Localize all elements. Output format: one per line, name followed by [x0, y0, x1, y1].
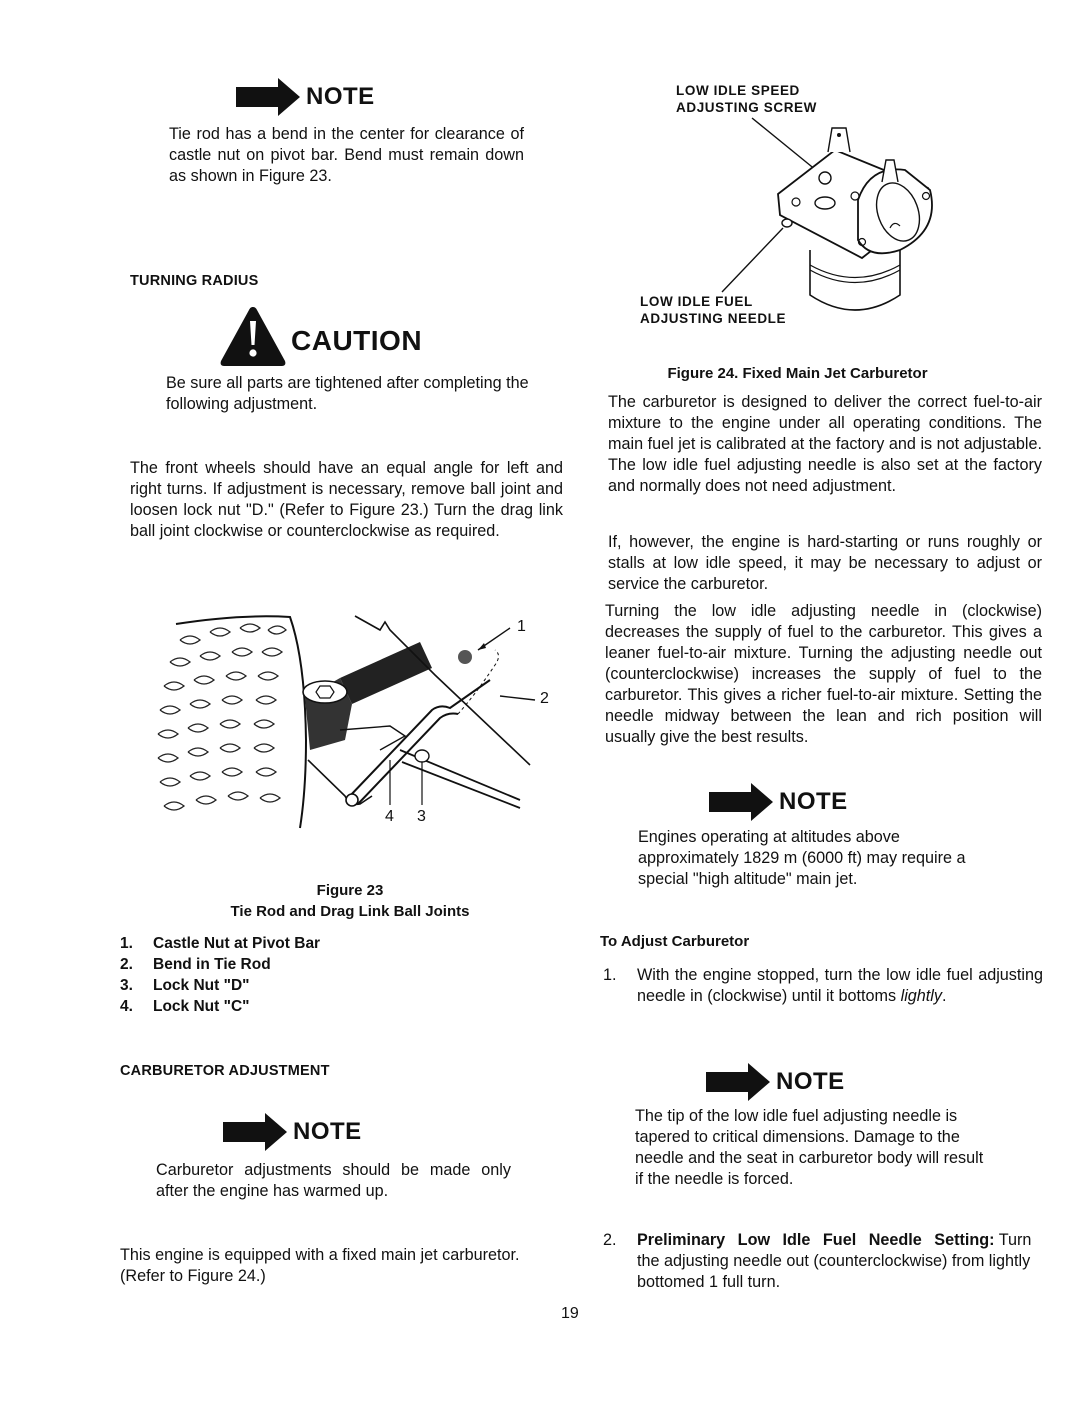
legend-item: 2. Bend in Tie Rod	[120, 956, 271, 973]
callout-low-idle-speed-screw: LOW IDLE SPEED ADJUSTING SCREW	[676, 83, 818, 115]
step-1: 1. With the engine stopped, turn the low idle fuel adjusting needle in (clockwise) until it bottoms lightly.	[603, 966, 1043, 1005]
callout-3: 3	[417, 808, 426, 825]
caution-text: Be sure all parts are tightened after completing the following adjustment.	[166, 374, 529, 413]
figure-23-legend	[120, 933, 320, 1017]
figure-23-caption	[130, 880, 570, 922]
note-text: Carburetor adjustments should be made only after the engine has warmed up.	[156, 1161, 511, 1200]
callout-2: 2	[540, 690, 549, 707]
arrow-right-icon	[223, 1113, 291, 1151]
note-text: Tie rod has a bend in the center for clearance of castle nut on pivot bar. Bend must remain down as shown in Figure 23.	[169, 125, 524, 185]
note-label: NOTE	[776, 1068, 845, 1095]
callout-1: 1	[517, 618, 526, 635]
figure-23-subtitle: Tie Rod and Drag Link Ball Joints	[230, 903, 470, 920]
note-label: NOTE	[306, 83, 375, 110]
carburetor-paragraph-3: Turning the low idle adjusting needle in (clockwise) decreases the supply of fuel to the carburetor. This gives a leaner fuel-to-air mixture. Turning the adjusting needle out (counterclockwise) increases the supply of fuel to the carburetor. This gives a richer fuel-to-air mixture. Setting the needle midway between the lean and rich position will usually give the best results.	[605, 602, 1042, 746]
figure-23-title: Figure 23	[316, 882, 384, 899]
callout-low-idle-fuel-needle: LOW IDLE FUEL ADJUSTING NEEDLE	[640, 294, 787, 326]
note-label: NOTE	[293, 1118, 362, 1145]
caution-label: CAUTION	[291, 325, 423, 356]
callout-4: 4	[385, 808, 394, 825]
legend-item: 1. Castle Nut at Pivot Bar	[120, 935, 321, 952]
legend-item: 3. Lock Nut "D"	[120, 977, 250, 994]
figure-24-illustration	[600, 70, 960, 340]
note-heading	[709, 783, 848, 821]
arrow-right-icon	[709, 783, 777, 821]
turning-radius-paragraph: The front wheels should have an equal angle for left and right turns. If adjustment is necessary, remove ball joint and loosen lock nut "D." (Refer to Figure 23.) Turn the drag link ball joint clockwise or counterclockwise as required.	[130, 459, 563, 540]
subheading-to-adjust-carburetor: To Adjust Carburetor	[600, 933, 750, 950]
note-text: The tip of the low idle fuel adjusting needle is tapered to critical dimensions. Damage to the needle and the seat in carburetor body will result if the needle is forced.	[635, 1107, 984, 1188]
carburetor-paragraph-2: If, however, the engine is hard-starting or runs roughly or stalls at low idle speed, it may be necessary to adjust or service the carburetor.	[608, 533, 1042, 593]
page-number: 19	[561, 1305, 579, 1322]
note-heading	[706, 1063, 845, 1101]
section-heading-turning-radius: TURNING RADIUS	[130, 273, 259, 289]
step-2-title: Preliminary Low Idle Fuel Needle Setting:	[637, 1231, 995, 1249]
arrow-right-icon	[236, 78, 304, 116]
carburetor-paragraph-1: The carburetor is designed to deliver the correct fuel-to-air mixture to the engine under all operating conditions. The main fuel jet is calibrated at the factory and is not adjustable. The low idle fuel adjusting needle is also set at the factory and normally does not need adjustment.	[608, 393, 1042, 495]
note-heading	[223, 1113, 362, 1151]
figure-23-illustration	[140, 600, 560, 830]
note-label: NOTE	[779, 788, 848, 815]
step-2: 2. Preliminary Low Idle Fuel Needle Setting: Turn the adjusting needle out (counterclockwise) from lightly bottomed 1 full turn.	[603, 1231, 1032, 1291]
note-heading	[236, 78, 375, 116]
fixed-jet-paragraph: This engine is equipped with a fixed main jet carburetor. (Refer to Figure 24.)	[120, 1246, 520, 1285]
caution-heading	[219, 305, 422, 367]
step-2-text: Turn the adjusting needle out (counterclockwise) from lightly bottomed 1 full turn.	[637, 1231, 1032, 1291]
legend-item: 4. Lock Nut "C"	[120, 998, 250, 1015]
section-heading-carburetor-adjustment: CARBURETOR ADJUSTMENT	[120, 1063, 330, 1079]
warning-triangle-icon	[219, 305, 287, 367]
figure-24-caption: Figure 24. Fixed Main Jet Carburetor	[667, 365, 928, 382]
arrow-right-icon	[706, 1063, 774, 1101]
note-text: Engines operating at altitudes above approximately 1829 m (6000 ft) may require a special "high altitude" main jet.	[638, 828, 966, 888]
